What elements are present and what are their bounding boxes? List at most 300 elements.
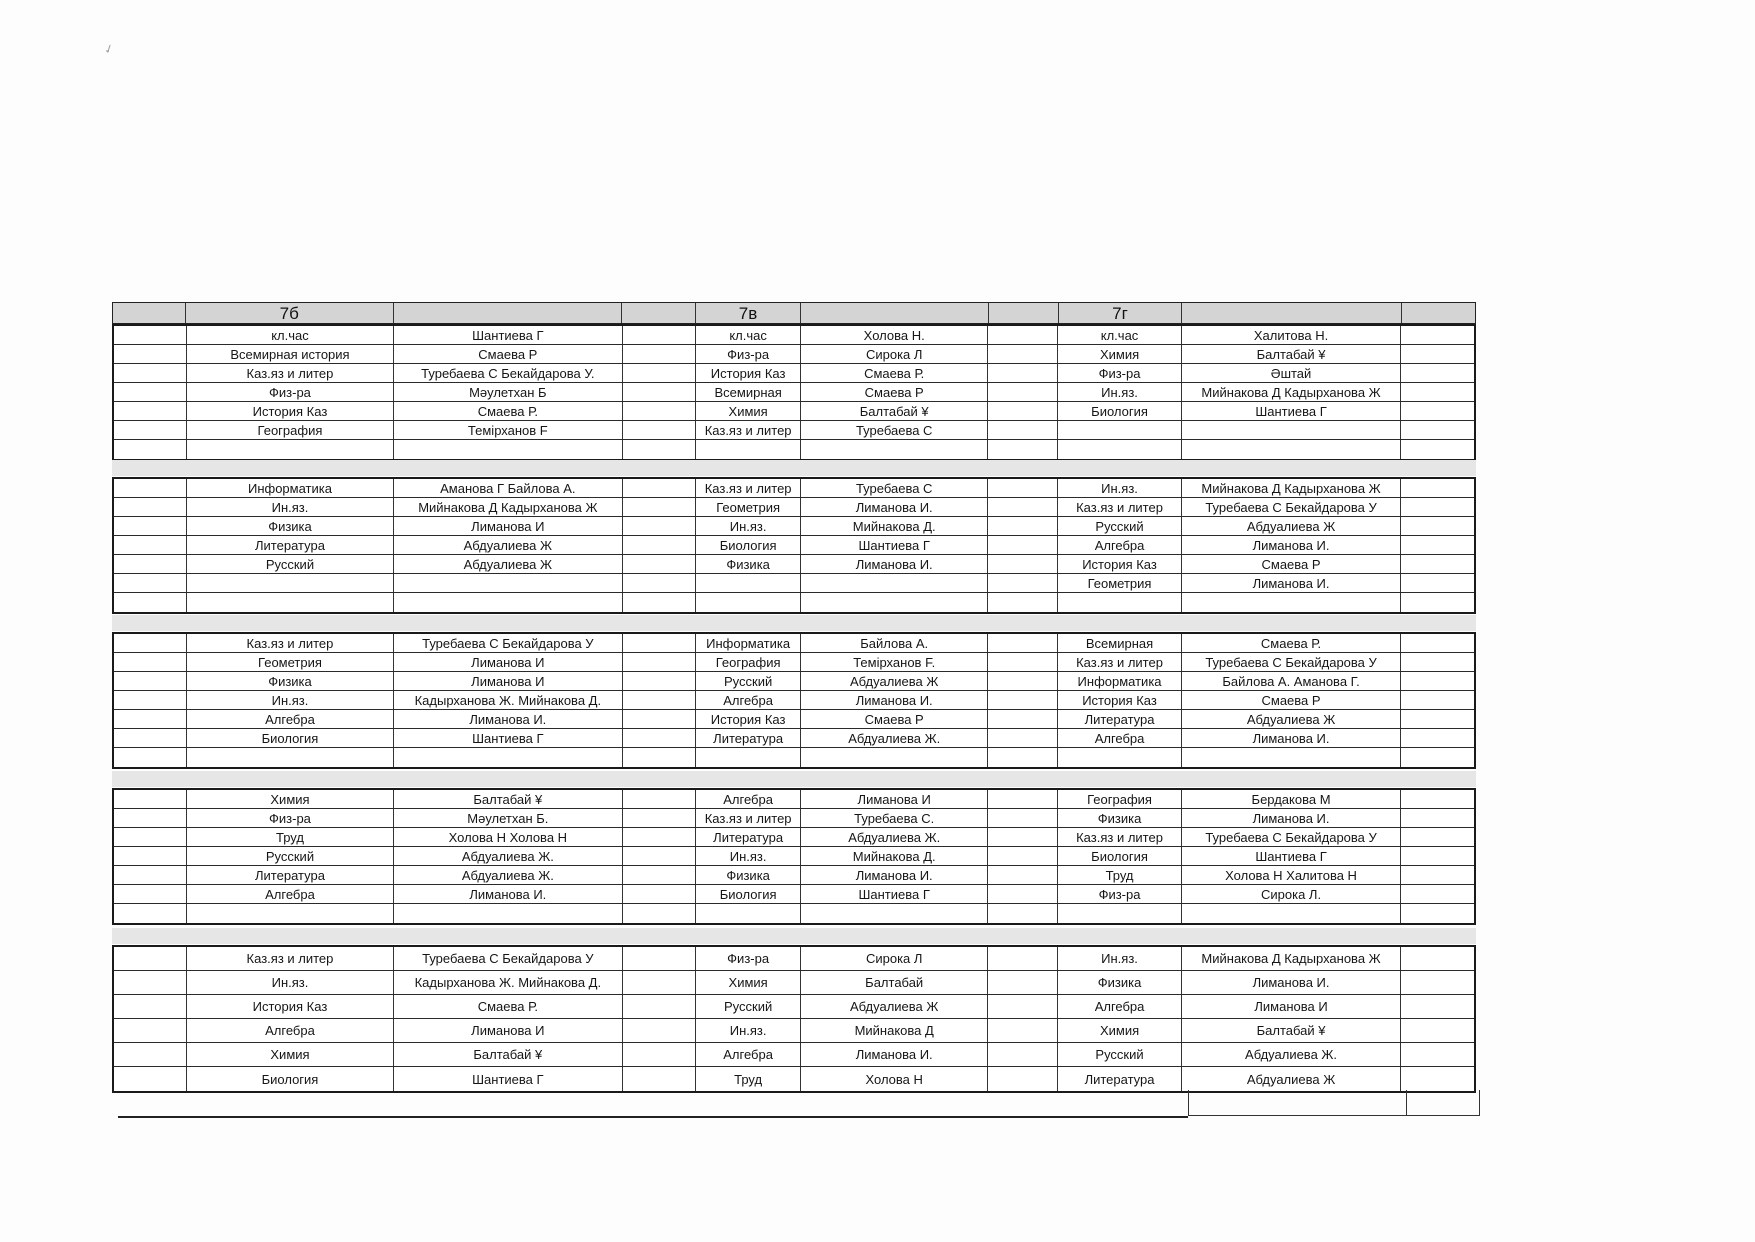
subject-cell: Физ-ра bbox=[1058, 364, 1182, 382]
class-header-row bbox=[112, 302, 1476, 324]
subject-cell: Геометрия bbox=[1058, 574, 1182, 592]
teacher-cell: Абдуалиева Ж. bbox=[801, 828, 988, 846]
subject-cell bbox=[1058, 421, 1182, 439]
lesson-row bbox=[114, 809, 1474, 828]
teacher-cell bbox=[394, 593, 622, 612]
lesson-row bbox=[114, 536, 1474, 555]
subject-cell: Физика bbox=[696, 866, 801, 884]
blank-cell bbox=[988, 421, 1058, 439]
blank-cell bbox=[623, 847, 697, 865]
blank-cell bbox=[623, 653, 697, 671]
subject-cell bbox=[1058, 748, 1182, 767]
subject-cell bbox=[696, 574, 801, 592]
subject-cell: Ин.яз. bbox=[696, 1019, 801, 1042]
teacher-cell: Балтабай ¥ bbox=[394, 1043, 622, 1066]
blank-cell bbox=[1401, 402, 1474, 420]
blank-cell bbox=[988, 402, 1058, 420]
teacher-cell: Байлова А. bbox=[801, 634, 988, 652]
teacher-cell: Лиманова И bbox=[801, 790, 988, 808]
blank-cell bbox=[114, 828, 187, 846]
class-header-7v: 7в bbox=[696, 303, 801, 323]
blank-cell bbox=[988, 440, 1058, 459]
blank-cell bbox=[1401, 574, 1474, 592]
header-blank bbox=[622, 303, 696, 323]
blank-cell bbox=[623, 479, 697, 497]
blank-cell bbox=[1401, 866, 1474, 884]
blank-cell bbox=[114, 947, 187, 970]
blank-cell bbox=[623, 729, 697, 747]
blank-cell bbox=[1401, 971, 1474, 994]
blank-cell bbox=[114, 809, 187, 827]
teacher-cell: Смаева Р bbox=[801, 383, 988, 401]
subject-cell: Химия bbox=[696, 402, 801, 420]
header-blank bbox=[394, 303, 623, 323]
blank-cell bbox=[114, 345, 187, 363]
subject-cell: Всемирная bbox=[696, 383, 801, 401]
teacher-cell bbox=[1182, 421, 1401, 439]
blank-cell bbox=[1401, 748, 1474, 767]
teacher-cell: Смаева Р. bbox=[801, 364, 988, 382]
teacher-cell bbox=[1182, 904, 1401, 923]
teacher-cell bbox=[1182, 748, 1401, 767]
blank-cell bbox=[114, 672, 187, 690]
subject-cell bbox=[696, 904, 801, 923]
subject-cell: Алгебра bbox=[696, 1043, 801, 1066]
teacher-cell: Лиманова И. bbox=[801, 1043, 988, 1066]
blank-cell bbox=[988, 748, 1058, 767]
subject-cell: Физ-ра bbox=[187, 809, 394, 827]
blank-cell bbox=[623, 1043, 697, 1066]
subject-cell: Химия bbox=[187, 790, 394, 808]
lesson-row bbox=[114, 364, 1474, 383]
subject-cell: История Каз bbox=[187, 402, 394, 420]
blank-cell bbox=[1401, 479, 1474, 497]
blank-cell bbox=[1401, 634, 1474, 652]
teacher-cell: Абдуалиева Ж. bbox=[394, 847, 622, 865]
blank-cell bbox=[988, 847, 1058, 865]
lesson-row bbox=[114, 847, 1474, 866]
teacher-cell: Балтабай ¥ bbox=[1182, 345, 1401, 363]
teacher-cell: Шантиева Г bbox=[801, 536, 988, 554]
lesson-row bbox=[114, 790, 1474, 809]
subject-cell bbox=[696, 748, 801, 767]
blank-cell bbox=[114, 326, 187, 344]
blank-cell bbox=[988, 729, 1058, 747]
subject-cell: Ин.яз. bbox=[1058, 479, 1182, 497]
blank-cell bbox=[623, 364, 697, 382]
blank-cell bbox=[114, 790, 187, 808]
blank-cell bbox=[114, 866, 187, 884]
blank-cell bbox=[623, 885, 697, 903]
lesson-row bbox=[114, 574, 1474, 593]
teacher-cell: Лиманова И. bbox=[801, 498, 988, 516]
blank-cell bbox=[623, 345, 697, 363]
teacher-cell: Лиманова И. bbox=[801, 866, 988, 884]
teacher-cell: Темірханов F. bbox=[801, 653, 988, 671]
subject-cell: Ин.яз. bbox=[696, 517, 801, 535]
lesson-row bbox=[114, 1067, 1474, 1091]
teacher-cell bbox=[801, 574, 988, 592]
teacher-cell: Мийнакова Д Кадырханова Ж bbox=[1182, 383, 1401, 401]
subject-cell: кл.час bbox=[1058, 326, 1182, 344]
lesson-row bbox=[114, 904, 1474, 923]
teacher-cell: Холова Н bbox=[801, 1067, 988, 1091]
blank-cell bbox=[114, 421, 187, 439]
blank-cell bbox=[114, 1067, 187, 1091]
teacher-cell: Лиманова И. bbox=[1182, 809, 1401, 827]
lesson-row bbox=[114, 593, 1474, 612]
blank-cell bbox=[114, 536, 187, 554]
lesson-row bbox=[114, 748, 1474, 767]
blank-cell bbox=[1401, 672, 1474, 690]
teacher-cell: Холова Н. bbox=[801, 326, 988, 344]
blank-cell bbox=[623, 995, 697, 1018]
lesson-row bbox=[114, 555, 1474, 574]
lesson-row bbox=[114, 672, 1474, 691]
subject-cell: Физ-ра bbox=[1058, 885, 1182, 903]
blank-cell bbox=[114, 574, 187, 592]
blank-cell bbox=[623, 593, 697, 612]
day-block-1 bbox=[112, 324, 1476, 461]
blank-cell bbox=[1401, 1043, 1474, 1066]
teacher-cell: Смаева Р. bbox=[394, 402, 622, 420]
subject-cell: Всемирная bbox=[1058, 634, 1182, 652]
teacher-cell: Кадырханова Ж. Мийнакова Д. bbox=[394, 971, 622, 994]
blank-cell bbox=[623, 402, 697, 420]
subject-cell: Алгебра bbox=[696, 790, 801, 808]
subject-cell: Физика bbox=[696, 555, 801, 573]
teacher-cell: Мәулетхан Б. bbox=[394, 809, 622, 827]
blank-cell bbox=[114, 364, 187, 382]
teacher-cell bbox=[1182, 440, 1401, 459]
blank-cell bbox=[1401, 498, 1474, 516]
teacher-cell: Абдуалиева Ж. bbox=[1182, 1043, 1401, 1066]
teacher-cell: Лиманова И bbox=[1182, 995, 1401, 1018]
blank-cell bbox=[623, 517, 697, 535]
teacher-cell bbox=[394, 904, 622, 923]
subject-cell: Биология bbox=[1058, 402, 1182, 420]
teacher-cell: Лиманова И. bbox=[394, 710, 622, 728]
subject-cell: Литература bbox=[1058, 1067, 1182, 1091]
teacher-cell: Балтабай ¥ bbox=[801, 402, 988, 420]
subject-cell: Труд bbox=[187, 828, 394, 846]
teacher-cell: Лиманова И. bbox=[1182, 971, 1401, 994]
subject-cell bbox=[696, 593, 801, 612]
blank-cell bbox=[1401, 691, 1474, 709]
blank-cell bbox=[1401, 440, 1474, 459]
blank-cell bbox=[1401, 885, 1474, 903]
subject-cell: Каз.яз и литер bbox=[187, 634, 394, 652]
blank-cell bbox=[114, 885, 187, 903]
teacher-cell: Холова Н Холова Н bbox=[394, 828, 622, 846]
blank-cell bbox=[623, 498, 697, 516]
blank-cell bbox=[988, 1019, 1058, 1042]
blank-cell bbox=[114, 634, 187, 652]
lesson-row bbox=[114, 421, 1474, 440]
subject-cell: Алгебра bbox=[696, 691, 801, 709]
subject-cell: Алгебра bbox=[1058, 729, 1182, 747]
lesson-row bbox=[114, 1043, 1474, 1067]
blank-cell bbox=[114, 710, 187, 728]
header-blank bbox=[989, 303, 1059, 323]
teacher-cell: Мийнакова Д Кадырханова Ж bbox=[1182, 479, 1401, 497]
subject-cell: Каз.яз и литер bbox=[1058, 828, 1182, 846]
blank-cell bbox=[623, 710, 697, 728]
subject-cell: Физ-ра bbox=[696, 345, 801, 363]
teacher-cell: Лиманова И. bbox=[394, 885, 622, 903]
teacher-cell: Балтабай ¥ bbox=[394, 790, 622, 808]
blank-cell bbox=[623, 383, 697, 401]
header-blank bbox=[801, 303, 989, 323]
lesson-row bbox=[114, 498, 1474, 517]
blank-cell bbox=[1401, 517, 1474, 535]
blank-cell bbox=[988, 809, 1058, 827]
blank-cell bbox=[623, 536, 697, 554]
teacher-cell: Шантиева Г bbox=[1182, 402, 1401, 420]
blank-cell bbox=[988, 555, 1058, 573]
blank-cell bbox=[988, 672, 1058, 690]
blank-cell bbox=[1401, 809, 1474, 827]
teacher-cell: Лиманова И bbox=[394, 672, 622, 690]
subject-cell: Алгебра bbox=[1058, 536, 1182, 554]
lesson-row bbox=[114, 729, 1474, 748]
blank-cell bbox=[114, 691, 187, 709]
subject-cell: История Каз bbox=[1058, 555, 1182, 573]
blank-cell bbox=[114, 517, 187, 535]
subject-cell: Информатика bbox=[187, 479, 394, 497]
teacher-cell: Лиманова И bbox=[394, 1019, 622, 1042]
blank-cell bbox=[1401, 710, 1474, 728]
teacher-cell: Шантиева Г bbox=[801, 885, 988, 903]
blank-cell bbox=[1401, 995, 1474, 1018]
lesson-row bbox=[114, 653, 1474, 672]
subject-cell: Труд bbox=[1058, 866, 1182, 884]
blank-cell bbox=[623, 691, 697, 709]
teacher-cell: Туребаева С. bbox=[801, 809, 988, 827]
day-separator-band bbox=[112, 615, 1476, 631]
subject-cell: Биология bbox=[696, 885, 801, 903]
subject-cell: кл.час bbox=[696, 326, 801, 344]
subject-cell: Труд bbox=[696, 1067, 801, 1091]
subject-cell: История Каз bbox=[696, 364, 801, 382]
teacher-cell bbox=[394, 440, 622, 459]
blank-cell bbox=[988, 634, 1058, 652]
lesson-row bbox=[114, 995, 1474, 1019]
teacher-cell: Мәулетхан Б bbox=[394, 383, 622, 401]
subject-cell bbox=[187, 440, 394, 459]
subject-cell: Литература bbox=[696, 828, 801, 846]
subject-cell: Физика bbox=[187, 672, 394, 690]
subject-cell: Физ-ра bbox=[187, 383, 394, 401]
blank-cell bbox=[114, 479, 187, 497]
blank-cell bbox=[1401, 593, 1474, 612]
teacher-cell: Смаева Р. bbox=[1182, 634, 1401, 652]
blank-cell bbox=[1401, 847, 1474, 865]
subject-cell: Биология bbox=[187, 729, 394, 747]
subject-cell: Химия bbox=[696, 971, 801, 994]
blank-cell bbox=[623, 672, 697, 690]
blank-cell bbox=[1401, 383, 1474, 401]
subject-cell: География bbox=[1058, 790, 1182, 808]
teacher-cell: Смаева Р bbox=[394, 345, 622, 363]
teacher-cell: Абдуалиева Ж bbox=[801, 672, 988, 690]
header-blank bbox=[113, 303, 186, 323]
blank-cell bbox=[623, 326, 697, 344]
subject-cell: Алгебра bbox=[187, 710, 394, 728]
blank-cell bbox=[988, 1043, 1058, 1066]
subject-cell: Ин.яз. bbox=[696, 847, 801, 865]
blank-cell bbox=[988, 828, 1058, 846]
blank-cell bbox=[623, 828, 697, 846]
blank-cell bbox=[988, 345, 1058, 363]
header-blank bbox=[1402, 303, 1475, 323]
teacher-cell: Лиманова И bbox=[394, 517, 622, 535]
teacher-cell: Темірханов F bbox=[394, 421, 622, 439]
subject-cell: География bbox=[696, 653, 801, 671]
teacher-cell: Смаева Р. bbox=[394, 995, 622, 1018]
blank-cell bbox=[1401, 904, 1474, 923]
lesson-row bbox=[114, 866, 1474, 885]
subject-cell bbox=[1058, 904, 1182, 923]
subject-cell: История Каз bbox=[187, 995, 394, 1018]
subject-cell: Алгебра bbox=[187, 1019, 394, 1042]
subject-cell: Ин.яз. bbox=[1058, 947, 1182, 970]
lesson-row bbox=[114, 479, 1474, 498]
lesson-row bbox=[114, 402, 1474, 421]
teacher-cell: Лиманова И. bbox=[1182, 729, 1401, 747]
blank-cell bbox=[114, 729, 187, 747]
subject-cell: Каз.яз и литер bbox=[1058, 653, 1182, 671]
blank-cell bbox=[1401, 828, 1474, 846]
blank-cell bbox=[114, 593, 187, 612]
subject-cell: Химия bbox=[1058, 1019, 1182, 1042]
teacher-cell bbox=[394, 748, 622, 767]
teacher-cell: Абдуалиева Ж bbox=[394, 536, 622, 554]
subject-cell: Литература bbox=[696, 729, 801, 747]
blank-cell bbox=[988, 364, 1058, 382]
blank-cell bbox=[988, 790, 1058, 808]
teacher-cell: Туребаева С Бекайдарова У bbox=[1182, 828, 1401, 846]
teacher-cell: Холова Н Халитова Н bbox=[1182, 866, 1401, 884]
subject-cell: Алгебра bbox=[187, 885, 394, 903]
blank-cell bbox=[988, 904, 1058, 923]
teacher-cell: Туребаева С Бекайдарова У bbox=[394, 947, 622, 970]
teacher-cell: Шантиева Г bbox=[394, 729, 622, 747]
blank-cell bbox=[623, 947, 697, 970]
teacher-cell: Туребаева С Бекайдарова У. bbox=[394, 364, 622, 382]
teacher-cell: Мийнакова Д Кадырханова Ж bbox=[1182, 947, 1401, 970]
blank-cell bbox=[114, 555, 187, 573]
teacher-cell: Шантиева Г bbox=[394, 1067, 622, 1091]
subject-cell: Каз.яз и литер bbox=[1058, 498, 1182, 516]
teacher-cell: Смаева Р bbox=[801, 710, 988, 728]
blank-cell bbox=[988, 995, 1058, 1018]
teacher-cell: Абдуалиева Ж bbox=[1182, 517, 1401, 535]
teacher-cell: Шантиева Г bbox=[394, 326, 622, 344]
teacher-cell: Смаева Р bbox=[1182, 691, 1401, 709]
blank-cell bbox=[1401, 790, 1474, 808]
blank-cell bbox=[988, 383, 1058, 401]
blank-cell bbox=[623, 748, 697, 767]
subject-cell: Химия bbox=[1058, 345, 1182, 363]
teacher-cell: Сирока Л. bbox=[1182, 885, 1401, 903]
teacher-cell: Сирока Л bbox=[801, 947, 988, 970]
blank-cell bbox=[114, 847, 187, 865]
subject-cell: Физика bbox=[187, 517, 394, 535]
blank-cell bbox=[988, 479, 1058, 497]
blank-cell bbox=[114, 383, 187, 401]
subject-cell: Ин.яз. bbox=[187, 691, 394, 709]
lesson-row bbox=[114, 326, 1474, 345]
subject-cell bbox=[696, 440, 801, 459]
blank-cell bbox=[623, 1019, 697, 1042]
lesson-row bbox=[114, 828, 1474, 847]
teacher-cell: Туребаева С Бекайдарова У bbox=[394, 634, 622, 652]
blank-cell bbox=[114, 440, 187, 459]
lesson-row bbox=[114, 383, 1474, 402]
subject-cell: Физика bbox=[1058, 971, 1182, 994]
subject-cell: Каз.яз и литер bbox=[696, 479, 801, 497]
subject-cell: География bbox=[187, 421, 394, 439]
day-separator-band bbox=[112, 460, 1476, 476]
blank-cell bbox=[1401, 364, 1474, 382]
blank-cell bbox=[988, 498, 1058, 516]
lesson-row bbox=[114, 517, 1474, 536]
subject-cell: Русский bbox=[187, 847, 394, 865]
blank-cell bbox=[114, 1019, 187, 1042]
day-block-5 bbox=[112, 945, 1476, 1093]
blank-cell bbox=[623, 440, 697, 459]
subject-cell: Химия bbox=[187, 1043, 394, 1066]
blank-cell bbox=[623, 809, 697, 827]
teacher-cell: Абдуалиева Ж. bbox=[801, 729, 988, 747]
blank-cell bbox=[114, 653, 187, 671]
blank-cell bbox=[988, 1067, 1058, 1091]
subject-cell: Русский bbox=[696, 995, 801, 1018]
blank-cell bbox=[623, 574, 697, 592]
subject-cell: Ин.яз. bbox=[187, 498, 394, 516]
subject-cell bbox=[187, 748, 394, 767]
subject-cell: Каз.яз и литер bbox=[696, 421, 801, 439]
blank-cell bbox=[623, 904, 697, 923]
teacher-cell: Балтабай ¥ bbox=[1182, 1019, 1401, 1042]
blank-cell bbox=[988, 710, 1058, 728]
teacher-cell bbox=[801, 904, 988, 923]
blank-cell bbox=[988, 517, 1058, 535]
blank-cell bbox=[988, 947, 1058, 970]
teacher-cell: Бердакова М bbox=[1182, 790, 1401, 808]
class-header-7g: 7г bbox=[1059, 303, 1183, 323]
subject-cell: Ин.яз. bbox=[187, 971, 394, 994]
teacher-cell: Туребаева С bbox=[801, 421, 988, 439]
blank-cell bbox=[1401, 421, 1474, 439]
teacher-cell: Балтабай bbox=[801, 971, 988, 994]
subject-cell: Алгебра bbox=[1058, 995, 1182, 1018]
teacher-cell: Туребаева С Бекайдарова У bbox=[1182, 498, 1401, 516]
lesson-row bbox=[114, 947, 1474, 971]
blank-cell bbox=[114, 1043, 187, 1066]
blank-cell bbox=[1401, 1067, 1474, 1091]
teacher-cell: Абдуалиева Ж. bbox=[394, 866, 622, 884]
blank-cell bbox=[1189, 1090, 1407, 1115]
blank-cell bbox=[623, 1067, 697, 1091]
blank-cell bbox=[623, 421, 697, 439]
teacher-cell bbox=[801, 593, 988, 612]
day-block-4 bbox=[112, 788, 1476, 925]
subject-cell bbox=[1058, 440, 1182, 459]
subject-cell: Каз.яз и литер bbox=[696, 809, 801, 827]
teacher-cell: Сирока Л bbox=[801, 345, 988, 363]
